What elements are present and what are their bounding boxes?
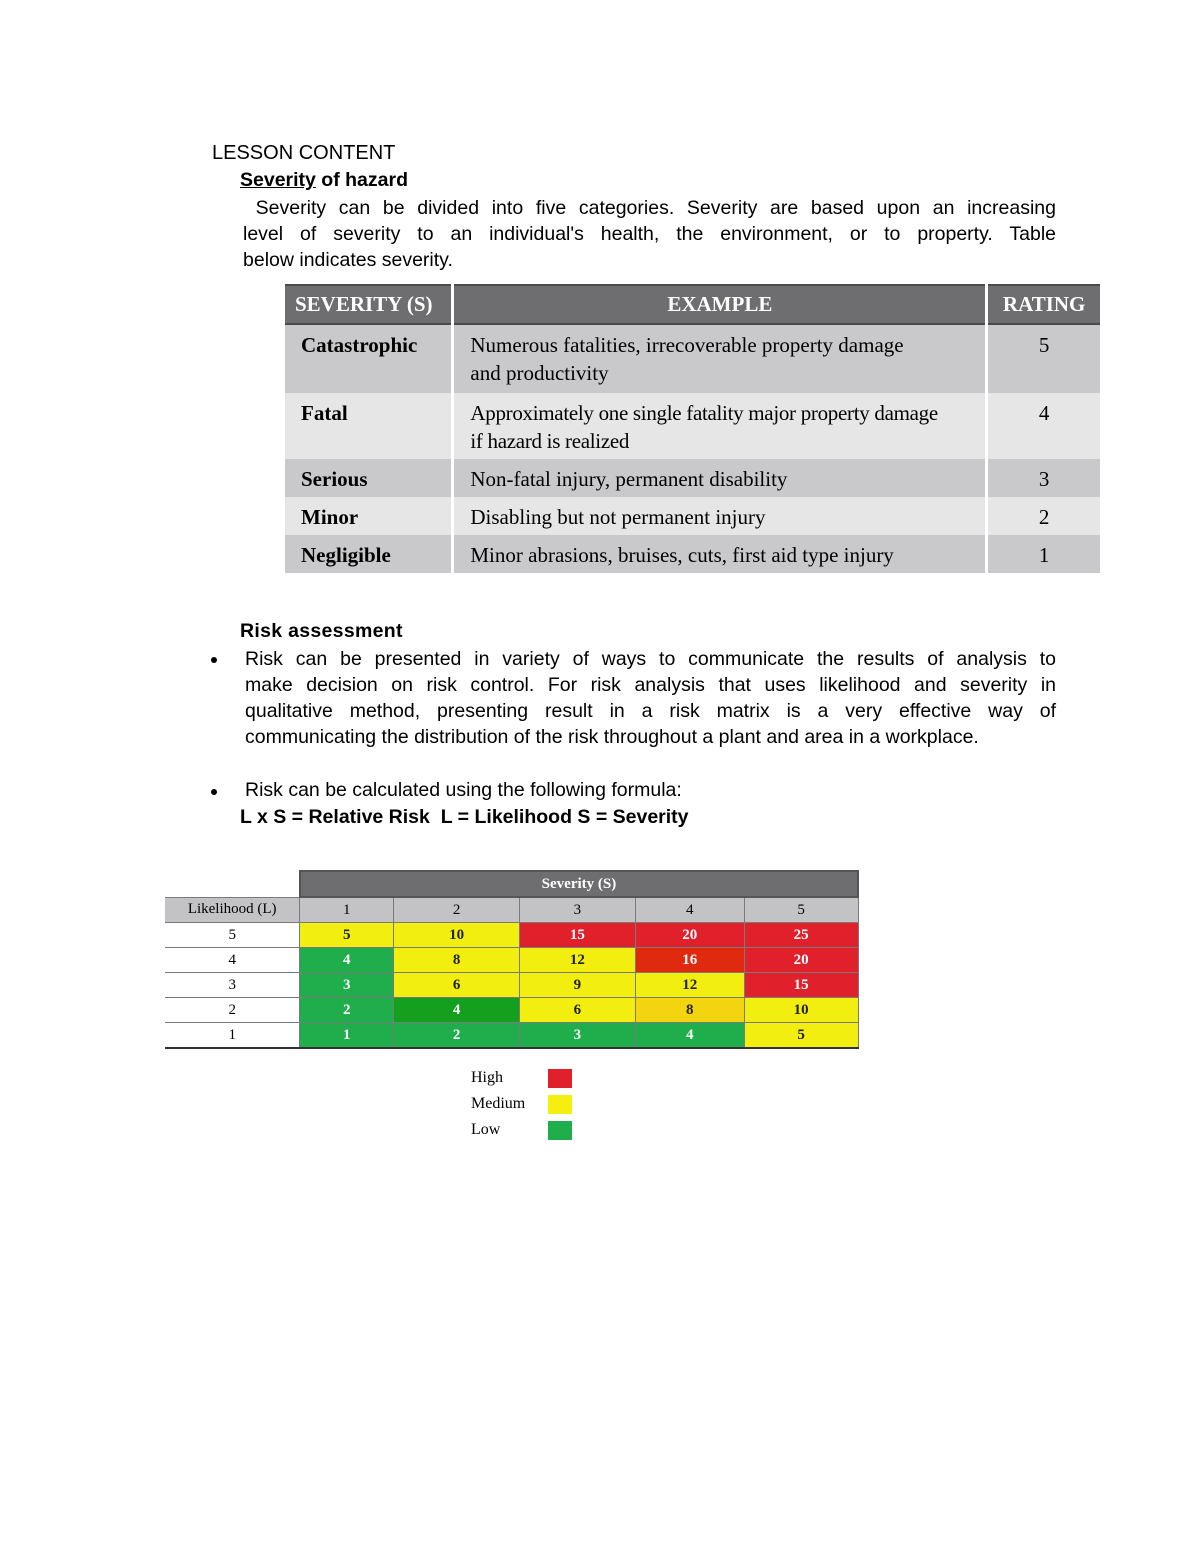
table-row [285,393,1100,459]
risk-cell: 5 [300,923,394,948]
severity-cell: Negligible [285,535,453,573]
paragraph-line: make decision on risk control. For risk analysis that uses likelihood and severity in [245,674,1056,696]
rating-cell: 1 [987,535,1100,573]
risk-cell: 9 [520,973,636,998]
risk-cell: 15 [520,923,636,948]
risk-cell: 20 [635,923,744,948]
likelihood-value: 4 [165,948,300,973]
example-cell: Non-fatal injury, permanent disability [453,459,987,497]
paragraph-line: level of severity to an individual's health, the environment, or to property. Table [243,223,1056,245]
paragraph-line: below indicates severity. [243,249,453,271]
risk-cell: 25 [744,923,858,948]
table-row [285,459,1100,497]
likelihood-header: Likelihood (L) [165,897,300,923]
severity-cell: Catastrophic [285,324,453,393]
risk-cell: 16 [635,948,744,973]
severity-paragraph [243,195,1056,273]
paragraph-line: communicating the distribution of the risk throughout a plant and area in a workplace. [245,726,979,748]
likelihood-value: 5 [165,923,300,948]
severity-heading-rest: of hazard [315,169,408,191]
severity-value: 5 [744,897,858,923]
risk-cell: 15 [744,973,858,998]
legend-item [471,1117,572,1143]
severity-header: Severity (S) [300,871,858,897]
severity-heading [240,169,408,192]
lesson-title: LESSON CONTENT [212,142,396,164]
risk-cell: 4 [635,1023,744,1049]
formula: L x S = Relative Risk L = Likelihood S = Severity [240,806,689,828]
risk-cell: 20 [744,948,858,973]
legend-swatch [548,1121,572,1140]
risk-cell: 10 [744,998,858,1023]
legend-label: High [471,1069,503,1086]
risk-cell: 6 [394,973,520,998]
severity-cell: Serious [285,459,453,497]
risk-cell: 8 [394,948,520,973]
risk-cell: 12 [520,948,636,973]
likelihood-value: 1 [165,1023,300,1049]
legend-item [471,1091,572,1117]
legend-swatch [548,1069,572,1088]
likelihood-value: 3 [165,973,300,998]
severity-heading-word: Severity [240,169,316,191]
risk-cell: 1 [300,1023,394,1049]
rating-cell: 2 [987,497,1100,535]
risk-cell: 3 [520,1023,636,1049]
risk-cell: 4 [394,998,520,1023]
legend-label: Low [471,1121,501,1138]
example-column-header: EXAMPLE [453,285,987,324]
rating-cell: 4 [987,393,1100,459]
bullet-icon [211,657,217,663]
matrix-row [165,973,858,998]
rating-cell: 5 [987,324,1100,393]
table-row [285,497,1100,535]
risk-cell: 10 [394,923,520,948]
matrix-row [165,948,858,973]
paragraph-line: qualitative method, presenting result in a risk matrix is a very effective way of [245,700,1056,722]
legend [471,1065,572,1143]
table-row [285,535,1100,573]
example-cell: Disabling but not permanent injury [453,497,987,535]
legend-swatch [548,1095,572,1114]
severity-value: 4 [635,897,744,923]
risk-cell: 2 [300,998,394,1023]
severity-cell: Fatal [285,393,453,459]
severity-value: 1 [300,897,394,923]
severity-value: 3 [520,897,636,923]
risk-cell: 6 [520,998,636,1023]
legend-label: Medium [471,1095,526,1112]
rating-column-header: RATING [987,285,1100,324]
matrix-row [165,998,858,1023]
bullet-icon [211,789,217,795]
paragraph-line: Severity can be divided into five categories. Severity are based upon an increasing [243,197,1056,219]
risk-cell: 12 [635,973,744,998]
matrix-row [165,1023,858,1049]
risk-cell: 8 [635,998,744,1023]
formula-intro: Risk can be calculated using the following formula: [245,779,682,801]
risk-cell: 4 [300,948,394,973]
severity-table [285,284,1100,573]
severity-value: 2 [394,897,520,923]
risk-cell: 5 [744,1023,858,1049]
rating-cell: 3 [987,459,1100,497]
table-row [285,324,1100,393]
paragraph-line: Risk can be presented in variety of ways to communicate the results of analysis to [245,648,1056,670]
severity-column-header: SEVERITY (S) [285,285,453,324]
risk-cell: 2 [394,1023,520,1049]
example-cell: Minor abrasions, bruises, cuts, first aid type injury [453,535,987,573]
risk-cell: 3 [300,973,394,998]
likelihood-value: 2 [165,998,300,1023]
risk-paragraph [245,646,1056,750]
example-cell: Approximately one single fatality major property damage if hazard is realized [453,393,987,459]
risk-heading: Risk assessment [240,620,403,642]
legend-item [471,1065,572,1091]
example-cell: Numerous fatalities, irrecoverable property damage and productivity [453,324,987,393]
risk-matrix [165,870,859,1049]
matrix-row [165,923,858,948]
severity-cell: Minor [285,497,453,535]
